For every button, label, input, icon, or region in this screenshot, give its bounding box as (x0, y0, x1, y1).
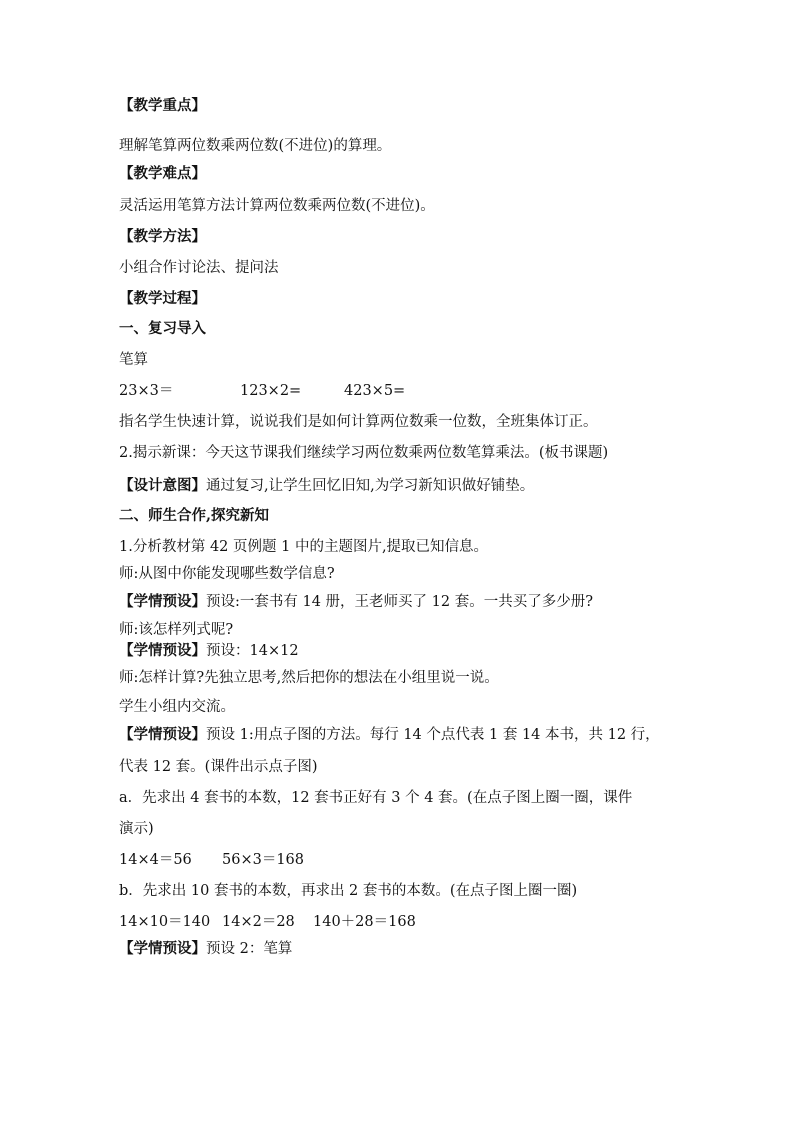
design-intent-text: 通过复习,让学生回忆旧知,为学习新知识做好铺垫。 (206, 478, 535, 494)
paragraph-method-b: b．先求出 10 套书的本数，再求出 2 套书的本数。(在点子图上圈一圈) (119, 883, 578, 899)
preset-text: 预设 2：笔算 (206, 941, 293, 957)
equation-a-2: 56×3＝168 (222, 852, 305, 868)
paragraph-preset-dot-diagram (119, 725, 660, 745)
calc-item-3: 423×5= (344, 383, 406, 399)
paragraph-group-discussion: 学生小组内交流。 (119, 699, 235, 715)
equation-b-1: 14×10＝140 (119, 914, 211, 930)
paragraph-teacher-question-2: 师:该怎样列式呢? (119, 622, 234, 638)
heading-teaching-key: 【教学重点】 (119, 97, 206, 114)
paragraph-difficulty: 灵活运用笔算方法计算两位数乘两位数(不进位)。 (119, 198, 435, 214)
preset-text: 预设 1:用点子图的方法。每行 14 个点代表 1 套 14 本书，共 12 行， (206, 727, 660, 743)
equation-b-2: 14×2＝28 (222, 914, 295, 930)
paragraph-method: 小组合作讨论法、提问法 (119, 260, 279, 276)
preset-text: 预设：14×12 (206, 643, 299, 659)
calc-item-1: 23×3＝ (119, 383, 174, 399)
paragraph-bisuan: 笔算 (119, 352, 148, 368)
section-review-heading: 一、复习导入 (119, 320, 206, 337)
paragraph-preset-dot-diagram-cont: 代表 12 套。(课件出示点子图) (119, 759, 318, 775)
paragraph-preset-written (119, 939, 292, 959)
heading-teaching-method: 【教学方法】 (119, 228, 206, 245)
section-explore-heading: 二、师生合作,探究新知 (119, 507, 270, 524)
heading-teaching-difficulty: 【教学难点】 (119, 165, 206, 182)
paragraph-method-a: a．先求出 4 套书的本数，12 套书正好有 3 个 4 套。(在点子图上圈一圈，课件 (119, 790, 633, 806)
equation-a-1: 14×4＝56 (119, 852, 192, 868)
preset-label: 【学情预设】 (119, 940, 206, 957)
preset-label: 【学情预设】 (119, 593, 206, 610)
preset-label: 【学情预设】 (119, 642, 206, 659)
heading-teaching-process: 【教学过程】 (119, 290, 206, 307)
paragraph-analyze: 1.分析教材第 42 页例题 1 中的主题图片,提取已知信息。 (119, 539, 489, 555)
paragraph-design-intent (119, 476, 534, 496)
paragraph-key: 理解笔算两位数乘两位数(不进位)的算理。 (119, 138, 392, 154)
paragraph-teacher-question-3: 师:怎样计算?先独立思考,然后把你的想法在小组里说一说。 (119, 670, 499, 686)
paragraph-preset-1 (119, 592, 593, 612)
preset-label: 【学情预设】 (119, 726, 206, 743)
design-intent-label: 【设计意图】 (119, 477, 206, 494)
paragraph-teacher-question-1: 师:从图中你能发现哪些数学信息? (119, 566, 335, 582)
calc-item-2: 123×2= (240, 383, 302, 399)
paragraph-method-a-cont: 演示) (119, 821, 154, 837)
preset-text: 预设:一套书有 14 册，王老师买了 12 套。一共买了多少册? (206, 594, 593, 610)
paragraph-review: 指名学生快速计算，说说我们是如何计算两位数乘一位数，全班集体订正。 (119, 414, 598, 430)
paragraph-reveal: 2.揭示新课：今天这节课我们继续学习两位数乘两位数笔算乘法。(板书课题) (119, 445, 609, 461)
paragraph-preset-2 (119, 641, 299, 661)
equation-b-3: 140＋28＝168 (313, 914, 416, 930)
